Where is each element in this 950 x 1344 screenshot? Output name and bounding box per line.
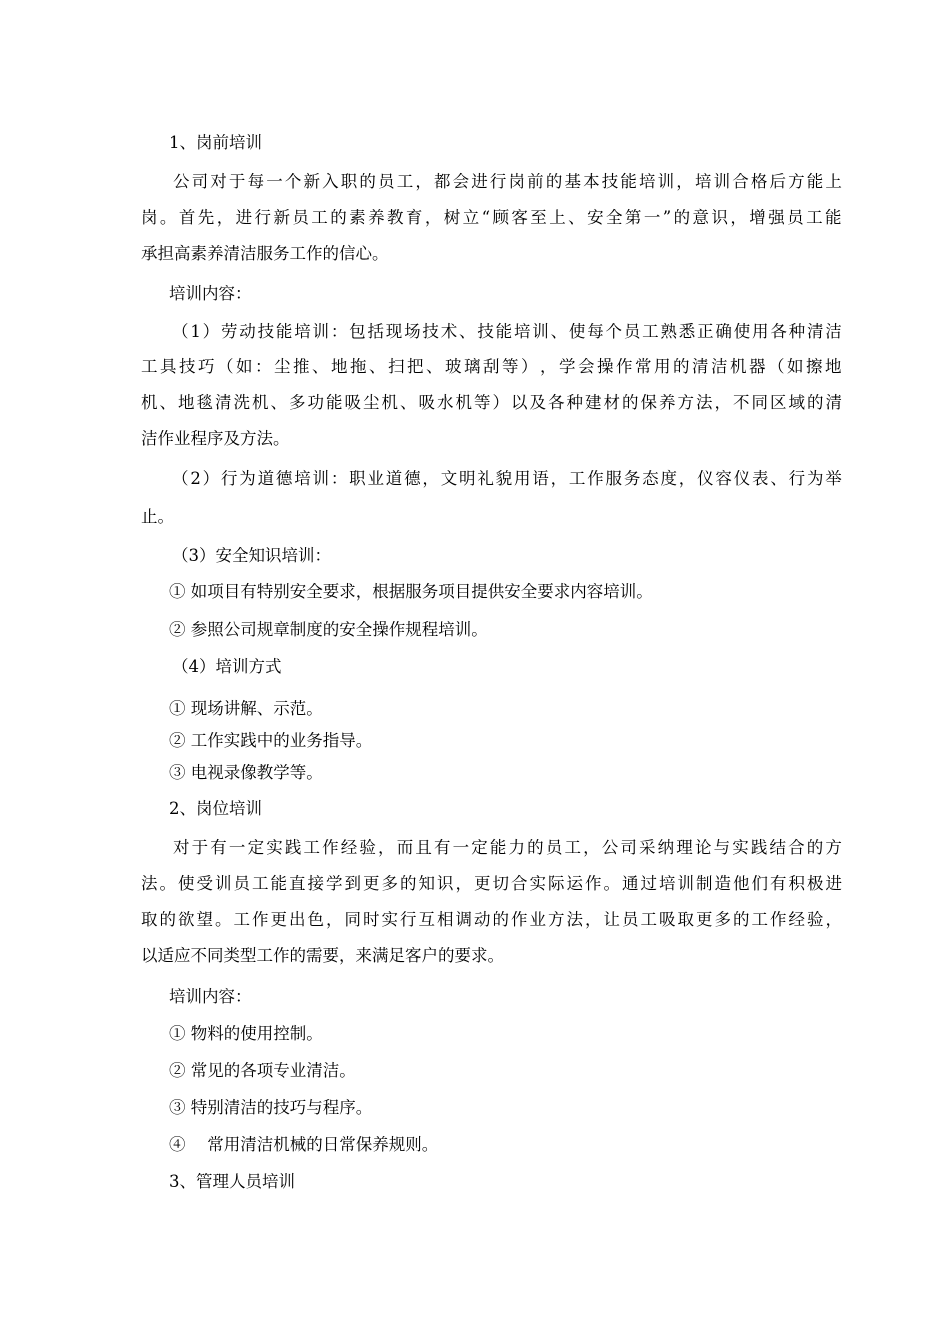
paragraph-line: 机 、 地 毯 清 洗 机 、 多 功 能 吸 尘 机 、 吸 水 机 等 ） 以 及 各 种 建 材 的 保 养 方 法 ， 不 同 区 域 的 清 [141, 393, 842, 412]
paragraph-line: 岗 。 首 先 ， 进 行 新 员 工 的 素 养 教 育 ， 树 立 “ 顾 客 至 上 、 安 全 第 一 ” 的 意 识 ， 增 强 员 工 能 [141, 208, 842, 227]
paragraph-line: 取 的 欲 望 。 工 作 更 出 色 ， 同 时 实 行 互 相 调 动 的 作 业 方 法 ， 让 员 工 吸 取 更 多 的 工 作 经 验 ， [141, 910, 842, 929]
section-heading: 2、岗位培训 [169, 799, 262, 818]
paragraph-line: 工 具 技 巧 （ 如 ： 尘 推 、 地 拖 、 扫 把 、 玻 璃 刮 等 ） ， 学 会 操 作 常 用 的 清 洁 机 器 （ 如 擦 地 [141, 357, 842, 376]
list-item: ② 参照公司规章制度的安全操作规程培训。 [169, 620, 488, 639]
paragraph-line: 法 。 使 受 训 员 工 能 直 接 学 到 更 多 的 知 识 ， 更 切 合 实 际 运 作 。 通 过 培 训 制 造 他 们 有 积 极 进 [141, 874, 842, 893]
paragraph-line: 承担高素养清洁服务工作的信心。 [141, 244, 389, 263]
list-item: ② 常见的各项专业清洁。 [169, 1061, 356, 1080]
paragraph-line: 止。 [141, 507, 174, 526]
paragraph-line: （ 1 ） 劳 动 技 能 培 训 ： 包 括 现 场 技 术 、 技 能 培 训 、 使 每 个 员 工 熟 悉 正 确 使 用 各 种 清 洁 [172, 322, 842, 341]
content-label: 培训内容： [169, 284, 252, 303]
list-item: ① 如项目有特别安全要求，根据服务项目提供安全要求内容培训。 [169, 582, 653, 601]
paragraph-line: 以适应不同类型工作的需要，来满足客户的要求。 [141, 946, 504, 965]
list-item: ① 现场讲解、示范。 [169, 699, 323, 718]
list-item: ④ 常用清洁机械的日常保养规则。 [169, 1135, 439, 1154]
list-item: ② 工作实践中的业务指导。 [169, 731, 373, 750]
list-item: ① 物料的使用控制。 [169, 1024, 323, 1043]
section-heading: 3、管理人员培训 [169, 1172, 295, 1191]
subsection-heading: （4）培训方式 [172, 657, 282, 676]
paragraph-line: 公 司 对 于 每 一 个 新 入 职 的 员 工 ， 都 会 进 行 岗 前 的 基 本 技 能 培 训 ， 培 训 合 格 后 方 能 上 [173, 172, 842, 191]
paragraph-line: 洁作业程序及方法。 [141, 429, 290, 448]
content-label: 培训内容： [169, 987, 252, 1006]
paragraph-line: （ 2 ） 行 为 道 德 培 训 ： 职 业 道 德 ， 文 明 礼 貌 用 语 ， 工 作 服 务 态 度 ， 仪 容 仪 表 、 行 为 举 [172, 469, 842, 488]
list-item: ③ 特别清洁的技巧与程序。 [169, 1098, 373, 1117]
list-item: ③ 电视录像教学等。 [169, 763, 323, 782]
paragraph-line: 对 于 有 一 定 实 践 工 作 经 验 ， 而 且 有 一 定 能 力 的 员 工 ， 公 司 采 纳 理 论 与 实 践 结 合 的 方 [173, 838, 842, 857]
section-heading: 1、岗前培训 [169, 133, 262, 152]
subsection-heading: （3）安全知识培训： [172, 546, 331, 565]
